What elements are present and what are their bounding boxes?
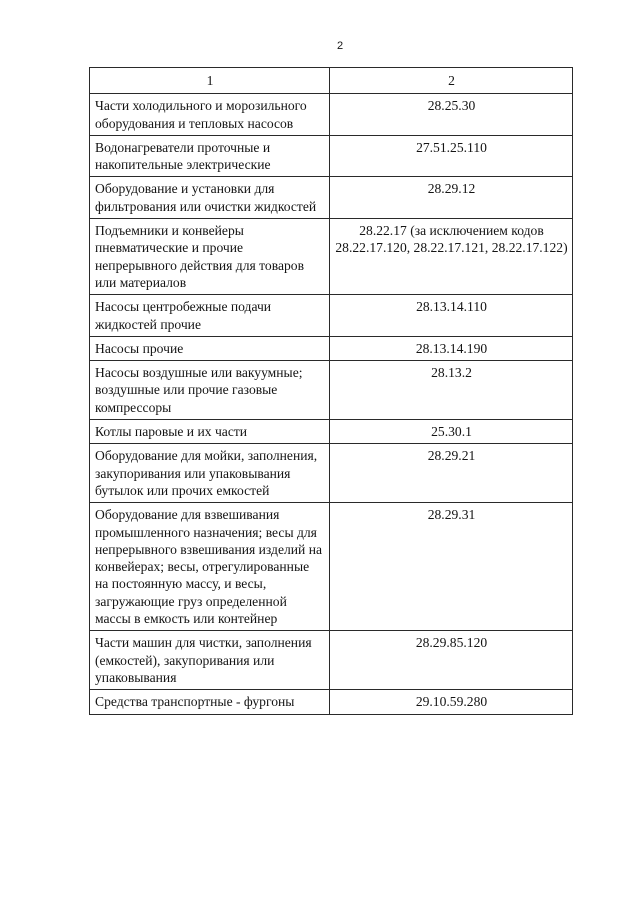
table-row [90,690,573,714]
item-code-cell: 25.30.1 [330,420,573,444]
item-name-cell: Средства транспортные - фургоны [90,690,330,714]
table-row [90,94,573,136]
item-name-cell: Насосы прочие [90,336,330,360]
item-name-cell: Водонагреватели проточные и накопительные электрические [90,135,330,177]
table-row [90,503,573,631]
item-code-cell: 28.29.21 [330,444,573,503]
item-name-cell: Части холодильного и морозильного оборудования и тепловых насосов [90,94,330,136]
item-name-cell: Насосы центробежные подачи жидкостей прочие [90,295,330,337]
item-name-cell: Оборудование для взвешивания промышленного назначения; весы для непрерывного взвешивания изделий на конвейерах; весы, отрегулированные на постоянную массу, и весы, загружающие груз определенной массы в емкость или контейнер [90,503,330,631]
table-row [90,420,573,444]
item-name-cell: Части машин для чистки, заполнения (емкостей), закупоривания или упаковывания [90,631,330,690]
table-row [90,361,573,420]
item-code-cell: 28.29.85.120 [330,631,573,690]
table-header-row [90,68,573,94]
item-code-cell: 28.13.14.190 [330,336,573,360]
item-code-cell: 28.25.30 [330,94,573,136]
item-code-cell: 28.29.31 [330,503,573,631]
item-name-cell: Насосы воздушные или вакуумные; воздушные или прочие газовые компрессоры [90,361,330,420]
item-code-cell: 28.13.2 [330,361,573,420]
table-row [90,177,573,219]
item-name-cell: Оборудование и установки для фильтрования или очистки жидкостей [90,177,330,219]
item-code-cell: 27.51.25.110 [330,135,573,177]
table-row [90,219,573,295]
page-number: 2 [336,40,344,52]
item-code-cell: 29.10.59.280 [330,690,573,714]
column-header-1: 1 [90,68,330,94]
table-row [90,444,573,503]
codes-table [89,67,573,715]
item-code-cell: 28.22.17 (за исключением кодов 28.22.17.120, 28.22.17.121, 28.22.17.122) [330,219,573,295]
item-code-cell: 28.13.14.110 [330,295,573,337]
table-row [90,631,573,690]
item-code-cell: 28.29.12 [330,177,573,219]
table-row [90,336,573,360]
column-header-2: 2 [330,68,573,94]
item-name-cell: Котлы паровые и их части [90,420,330,444]
item-name-cell: Подъемники и конвейеры пневматические и прочие непрерывного действия для товаров или материалов [90,219,330,295]
item-name-cell: Оборудование для мойки, заполнения, закупоривания или упаковывания бутылок или прочих емкостей [90,444,330,503]
table-row [90,295,573,337]
table-row [90,135,573,177]
